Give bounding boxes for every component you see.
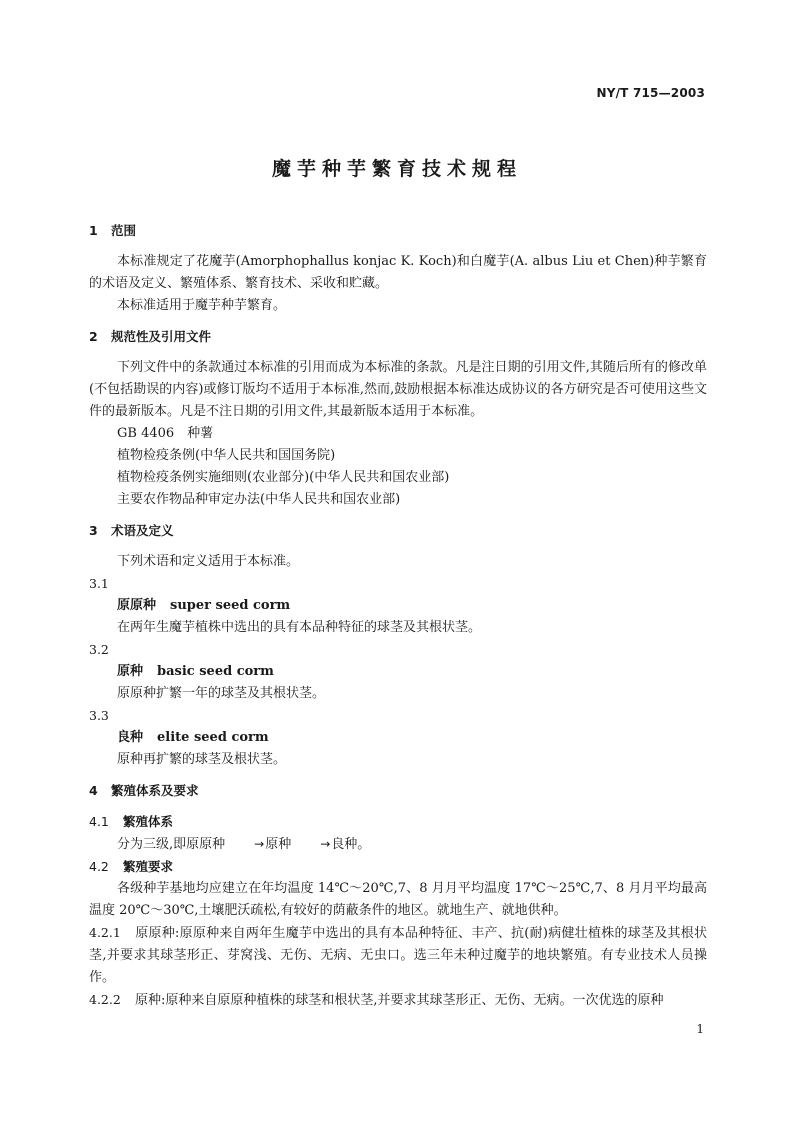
- reference-item: GB 4406 种薯: [117, 426, 214, 441]
- section-number: 1: [89, 223, 98, 238]
- section-title: 范围: [111, 223, 137, 238]
- term-number: 3.2: [89, 642, 109, 657]
- term-zh: 原原种: [117, 598, 157, 613]
- term-number: 3.1: [89, 576, 109, 591]
- section-heading-4: [89, 780, 707, 802]
- clause-text: 原种:原种来自原原种植株的球茎和根状茎,并要求其球茎形正、无伤、无病。一次优选的原种: [135, 993, 664, 1008]
- term-number: 3.3: [89, 708, 109, 723]
- term-en: super seed corm: [170, 598, 291, 613]
- subsection-heading-4-2: [89, 856, 707, 878]
- paragraph: 下列术语和定义适用于本标准。: [117, 554, 300, 569]
- term-definition: 原原种扩繁一年的球茎及其根状茎。: [117, 686, 326, 701]
- clause-number: 4.2.2: [89, 992, 121, 1007]
- subsection-title: 繁殖体系: [123, 814, 174, 829]
- document-body: [89, 220, 707, 1012]
- term-definition: 在两年生魔芋植株中选出的具有本品种特征的球茎及其根状茎。: [117, 620, 482, 635]
- term-definition: 原种再扩繁的球茎及根状茎。: [117, 752, 287, 767]
- term-heading: [89, 727, 707, 749]
- term-heading: [89, 661, 707, 683]
- subsection-heading-4-1: [89, 811, 707, 833]
- paragraph: 各级种芋基地均应建立在年均温度 14℃～20℃,7、8 月月平均温度 17℃～25℃,7、8 月月平均最高温度 20℃～30℃,土壤肥沃疏松,有较好的荫蔽条件的地区。就地生产、就地供种。: [89, 881, 707, 918]
- clause-text: 原原种:原原种来自两年生魔芋中选出的具有本品种特征、丰产、抗(耐)病健壮植株的球茎及其根状茎,并要求其球茎形正、芽窝浅、无伤、无病、无虫口。选三年未种过魔芋的地块繁殖。有专业技术人员操作。: [89, 926, 707, 985]
- reference-item: 植物检疫条例(中华人民共和国国务院): [117, 448, 336, 463]
- subsection-number: 4.1: [89, 814, 109, 829]
- arrow-right-icon: →: [320, 837, 331, 851]
- document-title: 魔芋种芋繁育技术规程: [271, 158, 522, 180]
- paragraph: 本标准规定了花魔芋(Amorphophallus konjac K. Koch)和白魔芋(A. albus Liu et Chen)种芋繁育的术语及定义、繁殖体系、繁育技术、采收和贮藏。: [89, 254, 707, 291]
- reference-item: 植物检疫条例实施细则(农业部分)(中华人民共和国农业部): [117, 470, 450, 485]
- clause-4-2-1: [89, 922, 707, 989]
- section-title: 规范性及引用文件: [111, 329, 212, 344]
- page-number: 1: [696, 1022, 704, 1036]
- text-run: 分为三级,即原原种: [117, 837, 226, 852]
- paragraph: 下列文件中的条款通过本标准的引用而成为本标准的条款。凡是注日期的引用文件,其随后所有的修改单(不包括勘误的内容)或修订版均不适用于本标准,然而,鼓励根据本标准达成协议的各方研究是否可使用这些文件的最新版本。凡是不注日期的引用文件,其最新版本适用于本标准。: [89, 360, 707, 419]
- reference-item: 主要农作物品种审定办法(中华人民共和国农业部): [117, 492, 401, 507]
- term-en: elite seed corm: [157, 730, 269, 745]
- term-heading: [89, 595, 707, 617]
- section-heading-3: [89, 520, 707, 542]
- section-title: 术语及定义: [111, 523, 174, 538]
- arrow-right-icon: →: [254, 837, 265, 851]
- section-heading-1: [89, 220, 707, 242]
- section-number: 2: [89, 329, 98, 344]
- text-run: 良种。: [331, 837, 371, 852]
- term-en: basic seed corm: [157, 664, 274, 679]
- clause-number: 4.2.1: [89, 925, 121, 940]
- section-number: 3: [89, 523, 98, 538]
- term-zh: 原种: [117, 664, 144, 679]
- term-zh: 良种: [117, 730, 144, 745]
- text-run: 原种: [265, 837, 292, 852]
- paragraph: 本标准适用于魔芋种芋繁育。: [117, 298, 287, 313]
- section-number: 4: [89, 783, 98, 798]
- standard-number: NY/T 715—2003: [596, 86, 705, 100]
- section-heading-2: [89, 326, 707, 348]
- subsection-title: 繁殖要求: [123, 859, 174, 874]
- clause-4-2-2: [89, 989, 707, 1012]
- subsection-number: 4.2: [89, 859, 109, 874]
- paragraph: [89, 833, 707, 856]
- section-title: 繁殖体系及要求: [111, 783, 199, 798]
